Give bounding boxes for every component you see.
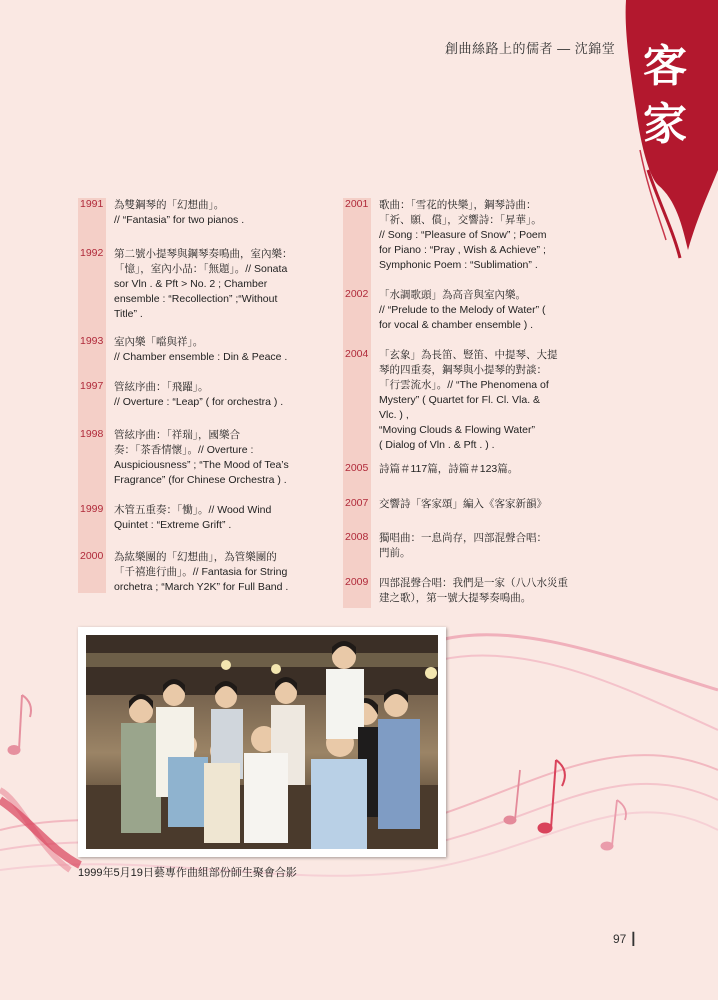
music-note-icon: [601, 800, 626, 850]
entry-year: 1991: [80, 198, 104, 210]
entry-line: for vocal & chamber ensemble ) .: [379, 319, 534, 331]
entry-line: 為雙鋼琴的「幻想曲」。: [114, 199, 225, 211]
entry-line: 室內樂「噹與祥」。: [114, 336, 204, 348]
entry-line: 建之歌），第一號大提琴奏鳴曲。: [379, 592, 532, 604]
entry-line: 門前。: [379, 547, 411, 559]
entry-line: Fragrance” (for Chinese Orchestra ) .: [114, 474, 287, 486]
music-note-icon: [8, 695, 31, 755]
entry-text: [114, 247, 342, 322]
entry-text: [379, 348, 607, 453]
photo-scene: [86, 635, 438, 849]
entry-line: for Piano : “Pray , Wish & Achieve” ;: [379, 244, 546, 256]
entry-line: 「憶」，室內小品：「無題」。// Sonata: [114, 263, 288, 275]
entry-year: 2005: [345, 462, 369, 474]
entry-line: 「水調歌頭」為高音與室內樂。: [379, 289, 526, 301]
entry-line: 管絃序曲：「祥瑞」，國樂合: [114, 429, 240, 441]
entry-year: 1997: [80, 380, 104, 392]
entry-line: 木管五重奏：「慟」。// Wood Wind: [114, 504, 272, 516]
entry-line: 四部混聲合唱：我們是一家（八八水災重: [379, 577, 568, 589]
entry-line: “Moving Clouds & Flowing Water”: [379, 424, 535, 436]
entry-line: sor Vln . & Pft > No. 2 ; Chamber: [114, 278, 268, 290]
photo-caption: 1999年5月19日藝專作曲組部份師生聚會合影: [78, 867, 297, 879]
entry-text: [379, 198, 607, 273]
entry-line: 獨唱曲：一息尚存，四部混聲合唱：: [379, 532, 547, 544]
entry-line: // Song : “Pleasure of Snow” ; Poem: [379, 229, 547, 241]
entry-text: [379, 576, 607, 606]
year-stripe: [343, 198, 371, 608]
entry-line: 琴的四重奏，鋼琴與小提琴的對談：: [379, 364, 547, 376]
timeline-left: [78, 198, 340, 593]
entry-line: Symphonic Poem : “Sublimation” .: [379, 259, 538, 271]
entry-line: 奏：「茶香情懷」。// Overture :: [114, 444, 254, 456]
entry-year: 2001: [345, 198, 369, 210]
entry-line: 「千禧進行曲」。// Fantasia for String: [114, 566, 288, 578]
entry-text: [379, 462, 607, 477]
entry-line: Mystery” ( Quartet for Fl. Cl. Vla. &: [379, 394, 541, 406]
entry-text: [114, 550, 342, 595]
group-photo-frame: [78, 627, 446, 857]
entry-year: 1998: [80, 428, 104, 440]
entry-line: // “Prelude to the Melody of Water” (: [379, 304, 546, 316]
entry-year: 2008: [345, 531, 369, 543]
entry-text: [379, 288, 607, 333]
entry-line: // Chamber ensemble : Din & Peace .: [114, 351, 288, 363]
entry-year: 2000: [80, 550, 104, 562]
entry-text: [114, 503, 342, 533]
page-number: 97 ┃: [613, 932, 637, 946]
entry-line: 詩篇＃117篇，詩篇＃123篇。: [379, 463, 519, 475]
entry-text: [114, 380, 342, 410]
entry-line: 第二號小提琴與鋼琴奏鳴曲，室內樂：: [114, 248, 293, 260]
entry-line: 「玄象」為長笛、豎笛、中提琴、大提: [379, 349, 558, 361]
running-header: 創曲絲路上的儒者 — 沈錦堂: [445, 41, 616, 56]
group-photo: [86, 635, 438, 849]
entry-line: orchetra ; “March Y2K” for Full Band .: [114, 581, 289, 593]
entry-line: Auspiciousness” ; “The Mood of Tea’s: [114, 459, 289, 471]
entry-line: 「祈、願、償」，交響詩：「昇華」。: [379, 214, 542, 226]
entry-year: 2009: [345, 576, 369, 588]
timeline-right: [343, 198, 605, 608]
entry-year: 2004: [345, 348, 369, 360]
entry-text: [379, 531, 607, 561]
entry-year: 2002: [345, 288, 369, 300]
hakka-char-2: 家: [643, 99, 687, 150]
entry-line: 「行雲流水」。// “The Phenomena of: [379, 379, 549, 391]
entry-line: 交響詩「客家頌」編入《客家新韻》: [379, 498, 547, 510]
entry-line: ensemble : “Recollection” ;“Without: [114, 293, 278, 305]
entry-year: 1993: [80, 335, 104, 347]
entry-text: [114, 198, 342, 228]
entry-line: 歌曲：「雪花的快樂」，鋼琴詩曲：: [379, 199, 537, 211]
entry-line: Title” .: [114, 308, 143, 320]
entry-line: 管絃序曲：「飛躍」。: [114, 381, 209, 393]
entry-line: ( Dialog of Vln . & Pft . ) .: [379, 439, 495, 451]
entry-line: // Overture : “Leap” ( for orchestra ) .: [114, 396, 284, 408]
entry-text: [379, 497, 607, 512]
entry-line: Vlc. ) ,: [379, 409, 409, 421]
entry-text: [114, 335, 342, 365]
entry-year: 1992: [80, 247, 104, 259]
entry-year: 1999: [80, 503, 104, 515]
entry-line: // “Fantasia” for two pianos .: [114, 214, 245, 226]
entry-text: [114, 428, 342, 488]
hakka-char-1: 客: [643, 41, 687, 92]
entry-line: Quintet : “Extreme Grift” .: [114, 519, 232, 531]
entry-year: 2007: [345, 497, 369, 509]
entry-line: 為紘樂團的「幻想曲」，為管樂團的: [114, 551, 277, 563]
